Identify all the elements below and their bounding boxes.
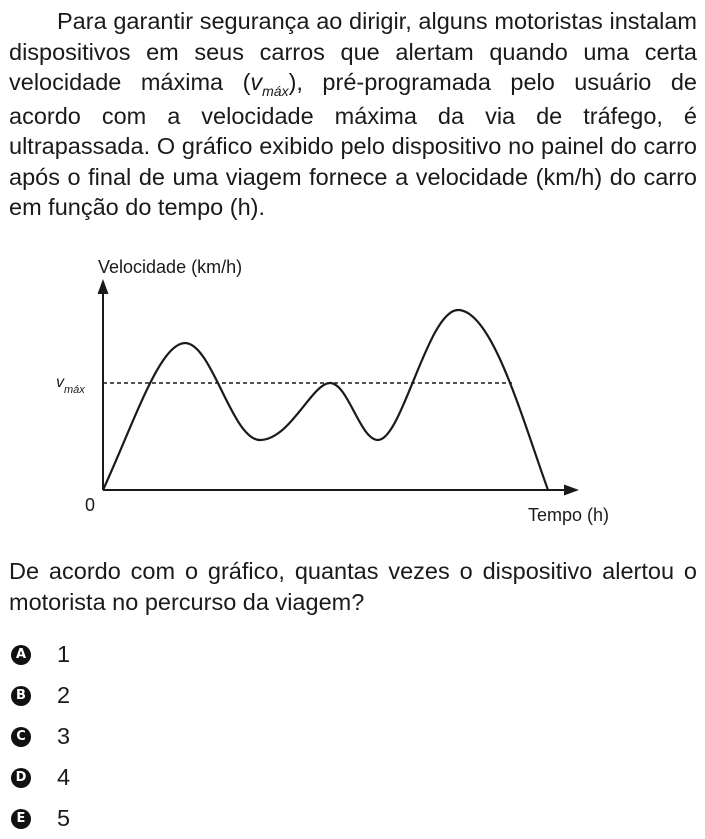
option-b-badge: B bbox=[11, 686, 31, 706]
vmax-label-symbol: v bbox=[56, 374, 64, 391]
answer-options bbox=[11, 634, 311, 839]
question-text: De acordo com o gráfico, quantas vezes o dispositivo alertou o motorista no percurso da viagem? bbox=[9, 558, 697, 615]
origin-label: 0 bbox=[85, 495, 96, 515]
option-e-text: 5 bbox=[57, 805, 71, 831]
y-axis-arrow-icon bbox=[98, 279, 109, 294]
option-e-badge: E bbox=[11, 809, 31, 829]
vmax-subscript: máx bbox=[262, 83, 289, 99]
option-c-badge: C bbox=[11, 727, 31, 747]
option-a-badge: A bbox=[11, 645, 31, 665]
y-axis-label: Velocidade (km/h) bbox=[98, 257, 243, 277]
option-b[interactable] bbox=[11, 675, 311, 716]
option-c-text: 3 bbox=[57, 723, 71, 749]
option-a[interactable] bbox=[11, 634, 311, 675]
x-axis-label: Tempo (h) bbox=[528, 505, 610, 525]
option-b-text: 2 bbox=[57, 682, 71, 708]
intro-text-part1: Para garantir segurança ao dirigir, alguns motoristas instalam dispositivos em seus carros que alertam quando uma certa velocidade máxima ( bbox=[9, 8, 697, 95]
vmax-symbol: v bbox=[250, 69, 263, 95]
velocity-curve bbox=[103, 310, 548, 490]
velocity-time-graph bbox=[0, 248, 705, 538]
option-a-text: 1 bbox=[57, 641, 71, 667]
vmax-label bbox=[56, 374, 85, 396]
x-axis-arrow-icon bbox=[564, 485, 579, 496]
option-d-text: 4 bbox=[57, 764, 71, 790]
intro-paragraph bbox=[9, 6, 697, 223]
option-d[interactable] bbox=[11, 757, 311, 798]
intro-text-part2: ), pré-programada pelo usuário de acordo com a velocidade máxima da via de tráfego, é ultrapassada. O gráfico exibido pelo dispositivo no painel do carro após o final de uma viagem fornece a velocidade (km/h) do carro em função do tempo (h). bbox=[9, 69, 697, 220]
option-d-badge: D bbox=[11, 768, 31, 788]
option-e[interactable] bbox=[11, 798, 311, 839]
option-c[interactable] bbox=[11, 716, 311, 757]
vmax-label-subscript: máx bbox=[64, 384, 85, 396]
